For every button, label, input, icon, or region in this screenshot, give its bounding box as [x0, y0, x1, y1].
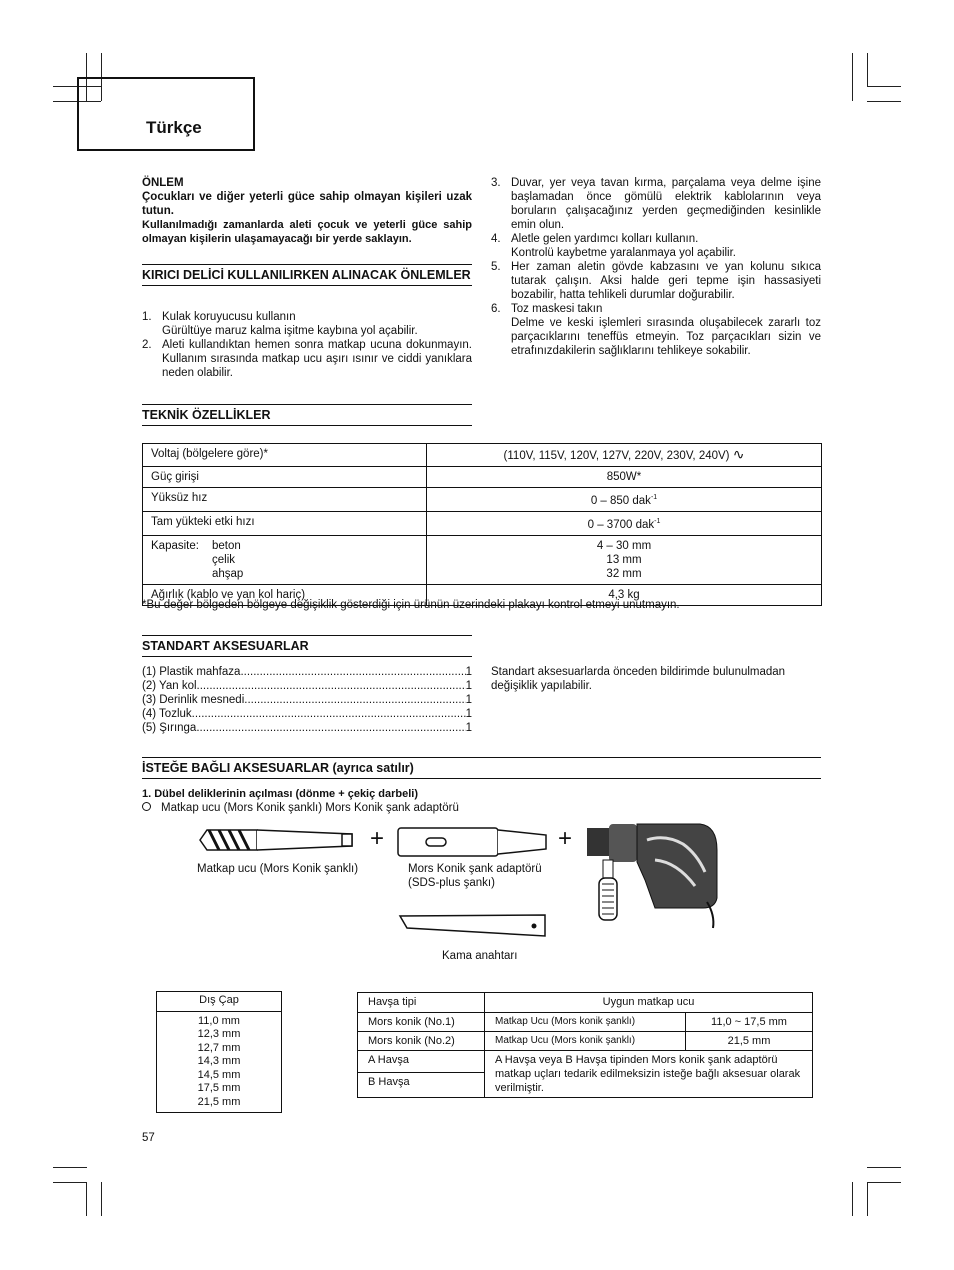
standard-accessories-note: Standart aksesuarlarda önceden bildirimde bulunulmadan değişiklik yapılabilir. — [491, 666, 786, 692]
wedge-key-caption: Kama anahtarı — [442, 950, 518, 962]
crop-mark — [852, 1182, 853, 1216]
list-item: (5) Şırınga ..... 1 — [142, 721, 472, 735]
optional-sub-heading: 1. Dübel deliklerinin açılması (dönme + çekiç darbeli) — [142, 788, 419, 800]
list-item: 6. Toz maskesi takın Delme ve keski işlemleri sırasında oluşabilecek zararlı toz parçacıklarını teneffüs etmeyin. Toz parçacıkları sizin ve etrafınızdakilerin sağlıklarını tehlikeye sokabilir. — [491, 303, 821, 357]
plus-sign: + — [370, 825, 385, 852]
table-row: Kapasite: beton çelik ahşap 4 – 30 mm 13 mm 32 mm — [143, 535, 822, 584]
crop-mark — [86, 1182, 87, 1216]
circle-bullet-icon — [142, 802, 151, 811]
specs-title: TEKNİK ÖZELLİKLER — [142, 404, 472, 426]
taper-table — [357, 992, 813, 1098]
list-item: 1. Kulak koruyucusu kullanın Gürültüye maruz kalma işitme kaybına yol açabilir. — [142, 311, 418, 337]
plus-sign: + — [558, 825, 573, 852]
language-title: Türkçe — [146, 118, 202, 137]
precaution-line-2: Kullanılmadığı zamanlarda aleti çocuk ve yeterli güce sahip olmayan kişilerin ulaşamayacağı bir yerde saklayın. — [142, 219, 472, 245]
standard-accessories-list — [142, 665, 472, 735]
crop-mark — [867, 86, 901, 87]
page-number: 57 — [142, 1132, 155, 1144]
table-row: Güç girişi 850W* — [143, 467, 822, 488]
list-item: (4) Tozluk ..... 1 — [142, 707, 472, 721]
crop-mark — [867, 1182, 868, 1216]
language-header-box — [77, 77, 255, 151]
outer-diameter-table: Dış Çap 11,0 mm 12,3 mm 12,7 mm 14,3 mm 14,5 mm 17,5 mm 21,5 mm — [156, 991, 282, 1113]
table-row: Havşa tipi Uygun matkap ucu — [358, 993, 813, 1013]
hammer-drill-image — [585, 820, 725, 930]
table-row: B Havşa — [358, 1073, 813, 1098]
list-item: 5. Her zaman aletin gövde kabzasını ve yan kolunu sıkıca tutarak çalışın. Aksi halde geri tepme işin hassasiyeti bozabilir, hatta tehlikeli durumlar doğurabilir. — [491, 261, 821, 301]
list-item: 4. Aletle gelen yardımcı kolları kullanın. Kontrolü kaybetme yaralanmaya yol açabilir. — [491, 233, 737, 259]
crop-mark — [101, 1182, 102, 1216]
drill-bit-image — [197, 822, 357, 858]
list-item: (3) Derinlik mesnedi ..... 1 — [142, 693, 472, 707]
crop-mark — [867, 53, 868, 87]
specs-note: *Bu değer bölgeden bölgeye değişiklik gösterdiği için ürünün üzerindeki plakayı kontrol etmeyi unutmayın. — [142, 599, 680, 611]
crop-mark — [53, 1167, 87, 1168]
precaution-line-1: Çocukları ve diğer yeterli güce sahip olmayan kişileri uzak tutun. — [142, 191, 472, 217]
hammer-precautions-list-right — [491, 176, 821, 358]
hammer-precautions-title: KIRICI DELİCİ KULLANILIRKEN ALINACAK ÖNLEMLER — [142, 264, 472, 286]
table-row: Ağırlık (kablo ve yan kol hariç) 4,3 kg — [143, 584, 822, 605]
precaution-block — [142, 176, 472, 246]
optional-accessories-title: İSTEĞE BAĞLI AKSESUARLAR (ayrıca satılır) — [142, 757, 821, 779]
drill-bit-caption: Matkap ucu (Mors Konik şanklı) — [197, 863, 359, 875]
table-row: Mors konik (No.1) Matkap Ucu (Mors konik şanklı) 11,0 ~ 17,5 mm — [358, 1013, 813, 1032]
table-row: Mors konik (No.2) Matkap Ucu (Mors konik şanklı) 21,5 mm — [358, 1032, 813, 1051]
precaution-title: ÖNLEM — [142, 177, 184, 189]
list-item: 2. Aleti kullandıktan hemen sonra matkap ucuna dokunmayın. Kullanım sırasında matkap ucu aşırı ısınır ve ciddi yanıklara neden olabilir. — [142, 339, 472, 379]
crop-mark — [867, 1167, 901, 1168]
list-item: 3. Duvar, yer veya tavan kırma, parçalama veya delme işine başlamadan önce gömülü elektrik kablolarının veya boruların çalışacağınız yerden geçmediğinden kesinlikle emin olun. — [491, 177, 821, 231]
list-item: (2) Yan kol ..... 1 — [142, 679, 472, 693]
crop-mark — [867, 1182, 901, 1183]
adapter-caption-2: (SDS-plus şankı) — [408, 877, 495, 889]
crop-mark — [53, 1182, 87, 1183]
taper-adapter-image — [396, 826, 550, 858]
table-header: Dış Çap — [157, 992, 281, 1012]
table-row: Yüksüz hız 0 – 850 dak$^{-1}$ — [143, 488, 822, 512]
hammer-precautions-list-left — [142, 310, 472, 380]
list-item: (1) Plastik mahfaza ..... 1 — [142, 665, 472, 679]
optional-bullet: Matkap ucu (Mors Konik şanklı) Mors Konik şank adaptörü — [142, 801, 459, 815]
table-row: Voltaj (bölgelere göre)* (110V, 115V, 120V, 127V, 220V, 230V, 240V) ∿ — [143, 444, 822, 467]
crop-mark — [852, 53, 853, 101]
wedge-key-image — [397, 912, 549, 942]
standard-accessories-title: STANDART AKSESUARLAR — [142, 635, 472, 657]
table-row: Tam yükteki etki hızı 0 – 3700 dak$^{-1}$ — [143, 511, 822, 535]
specs-table — [142, 443, 822, 606]
ac-symbol-icon: ∿ — [732, 446, 745, 462]
adapter-caption-1: Mors Konik şank adaptörü — [408, 863, 542, 875]
table-row: A Havşa A Havşa veya B Havşa tipinden Mors konik şank adaptörü matkap uçları tedarik edilmeksizin isteğe bağlı aksesuar olarak verilmiştir. — [358, 1051, 813, 1073]
crop-mark — [867, 101, 901, 102]
